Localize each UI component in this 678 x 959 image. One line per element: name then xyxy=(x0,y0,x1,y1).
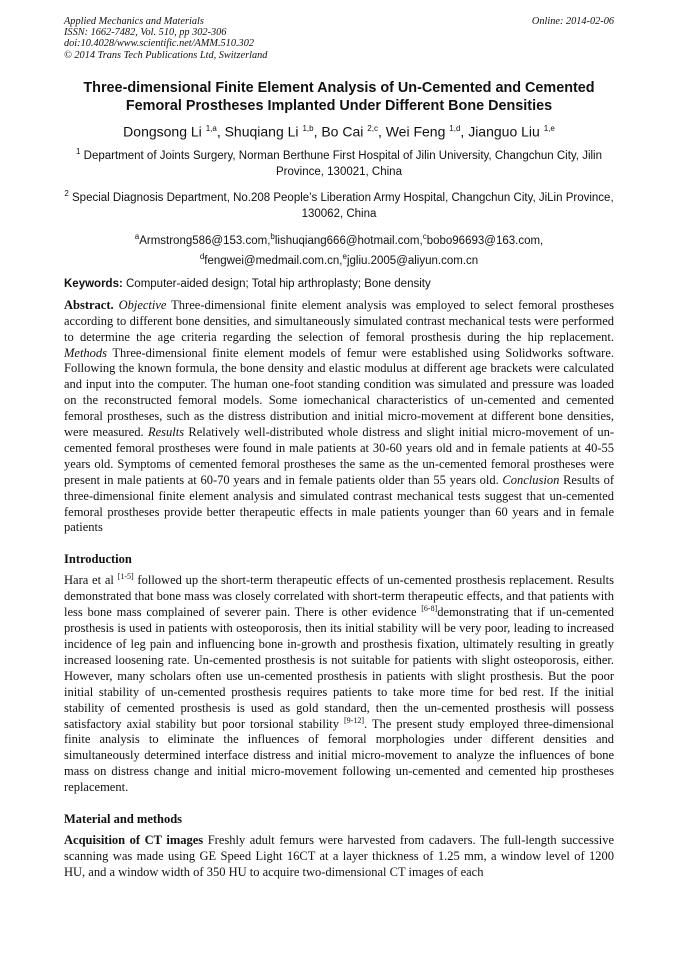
methods-text: Freshly adult femurs were harvested from cadavers. The full-length successive scanning was made using GE Speed Light 16CT at a layer thickness of 1.25 mm, a window level of 1200 HU, and a window width of 350 HU to acquire two-dimensional CT images of each xyxy=(64,833,614,879)
email-list xyxy=(64,229,614,270)
publication-info xyxy=(64,16,267,61)
author-name: Bo Cai xyxy=(321,123,364,140)
author-sup: 2,c xyxy=(367,123,378,133)
citation-ref[interactable]: [9-12] xyxy=(344,715,365,725)
author-sup: 1,a xyxy=(205,123,217,133)
abstract-methods-text: Three-dimensional finite element models of femur were established using Solidworks software. Following the known formula, the bone density and elastic modulus at different age brackets were calculated and input into the computer. The human one-foot standing condition was simulated and pressure was loaded on the reconstructed femoral models. Some iomechanical characteristics of un-cemented and cemented femoral prostheses, such as the distress distribution and initial micro-movement at different bone densities, were measured. xyxy=(64,345,614,440)
citation-ref[interactable]: [6-8] xyxy=(421,604,438,614)
email-sup: d xyxy=(199,252,205,262)
author-name: Shuqiang Li xyxy=(224,123,299,140)
author-name: Jianguo Liu xyxy=(468,123,540,140)
author-sup: 1,e xyxy=(543,123,555,133)
section-heading-methods: Material and methods xyxy=(64,812,183,827)
email-sup: c xyxy=(422,232,427,242)
intro-text: followed up the short-term therapeutic effects of un-cemented prosthesis replacement. Results demonstrated that bone mass was closely correlated with short-term therapeutic effects, and that patients with less bone mass complained of severer pain. There is other evidence xyxy=(64,573,615,620)
keywords-label: Keywords: xyxy=(64,277,123,290)
section-heading-introduction: Introduction xyxy=(64,552,132,567)
abstract-label: Abstract. xyxy=(64,297,114,312)
copyright-line: © 2014 Trans Tech Publications Ltd, Switzerland xyxy=(64,49,268,61)
methods-paragraph xyxy=(64,833,614,881)
author-list: Dongsong Li $^{1,a}$, Shuqiang Li $^{1,b}$, Bo Cai $^{2,c}$, Wei Feng $^{1,d}$, Jianguo Liu $^{1,e}$ xyxy=(123,123,555,140)
online-date: Online: 2014-02-06 xyxy=(531,16,614,27)
intro-text: Hara et al xyxy=(64,573,118,588)
author-sup: 1,b xyxy=(302,123,314,133)
email-sup: e xyxy=(342,252,347,262)
abstract-results-label: Results xyxy=(147,425,185,440)
citation-ref[interactable]: [1-5] xyxy=(117,572,134,582)
email-sup: a xyxy=(134,232,140,242)
running-header xyxy=(64,16,614,61)
subsection-label: Acquisition of CT images xyxy=(64,833,204,848)
intro-text: . The present study employed three-dimensional finite analysis to eliminate the influences of femoral morphologies under different densities and simultaneously determined interface distress and initial micro-movement to analyze the influences of bone mass on distress change and initial micro-movement following un-cemented and cemented hip prostheses replacement. xyxy=(64,716,615,795)
affiliation-1 xyxy=(64,144,614,180)
intro-text: demonstrating that if un-cemented prosthesis is used in patients with osteoporosis, then its initial stability will be very poor, leading to increased incidence of leg pain and influencing bone in-growth and prosthesis fixation, ultimately resulting in greatly increased loosening rate. Un-cemented prosthesis is not suitable for patients with slight osteoporosis, either. However, many scholars often use un-cemented prosthesis in patients with slight prosthesis. But the poor initial stability of un-cemented prosthesis requires patients to take more time for bed rest. If the initial stability of cemented prosthesis is used as gold standard, then the un-cemented prosthesis will possess satisfactory axial stability but poor torsional stability xyxy=(64,605,615,731)
abstract-conclusion-text: Results of three-dimensional finite element analysis and simulated contrast mechanical tests suggest that un-cemented femoral prostheses provide better therapeutic effects in male patients younger than 60 years and in female patients xyxy=(64,472,614,535)
abstract-conclusion-label: Conclusion xyxy=(502,472,560,487)
affiliation-text: Department of Joints Surgery, Norman Berthune First Hospital of Jilin University, Changchun City, Jilin Province, 130021, China xyxy=(83,150,602,178)
email-address[interactable]: fengwei@medmail.com.cn, xyxy=(204,255,343,268)
abstract-objective-label: Objective xyxy=(118,297,167,312)
author-name: Dongsong Li xyxy=(123,123,202,140)
author-sup: 1,d xyxy=(449,123,461,133)
keywords xyxy=(64,277,614,292)
affiliation-text: Special Diagnosis Department, No.208 People’s Liberation Army Hospital, Changchun City, JiLin Province, 130062, China xyxy=(72,192,614,220)
author-name: Wei Feng xyxy=(385,123,446,140)
email-address[interactable]: lishuqiang666@hotmail.com, xyxy=(274,234,423,247)
abstract-objective-text: Three-dimensional finite element analysis was employed to select femoral prostheses according to different bone densities, and simultaneously simulated contrast mechanical tests were performed to determine the age criteria regarding the selection of femoral prosthesis during the hip replacement. xyxy=(64,297,615,344)
email-address[interactable]: Armstrong586@153.com, xyxy=(139,234,271,247)
email-address[interactable]: jgliu.2005@aliyun.com.cn xyxy=(346,255,479,268)
keywords-text: Computer-aided design; Total hip arthroplasty; Bone density xyxy=(122,277,431,290)
issn-line: ISSN: 1662-7482, Vol. 510, pp 302-306 xyxy=(64,27,227,39)
introduction-paragraph xyxy=(64,573,614,796)
email-sup: b xyxy=(270,232,275,242)
affiliation-2 xyxy=(64,186,614,222)
paper-title: Three-dimensional Finite Element Analysis of Un-Cemented and Cemented Femoral Prostheses Implanted Under Different Bone Densities xyxy=(83,79,595,114)
affiliation-sup: 1 xyxy=(76,147,81,157)
abstract xyxy=(64,298,614,537)
email-address[interactable]: bobo96693@163.com, xyxy=(426,234,544,247)
abstract-results-text: Relatively well-distributed whole distress and slight initial micro-movement of un-cemented femoral prostheses were found in male patients at 30-60 years old and in female patients at 40-55 years old. Symptoms of cemented femoral prostheses the same as the un-cemented femoral prostheses were present in male patients at 60-70 years and in female patients older than 55 years old. xyxy=(64,425,614,487)
affiliation-sup: 2 xyxy=(64,189,69,199)
doi-line: doi:10.4028/www.scientific.net/AMM.510.302 xyxy=(64,38,254,50)
journal-name: Applied Mechanics and Materials xyxy=(64,16,204,27)
abstract-methods-label: Methods xyxy=(64,345,108,360)
